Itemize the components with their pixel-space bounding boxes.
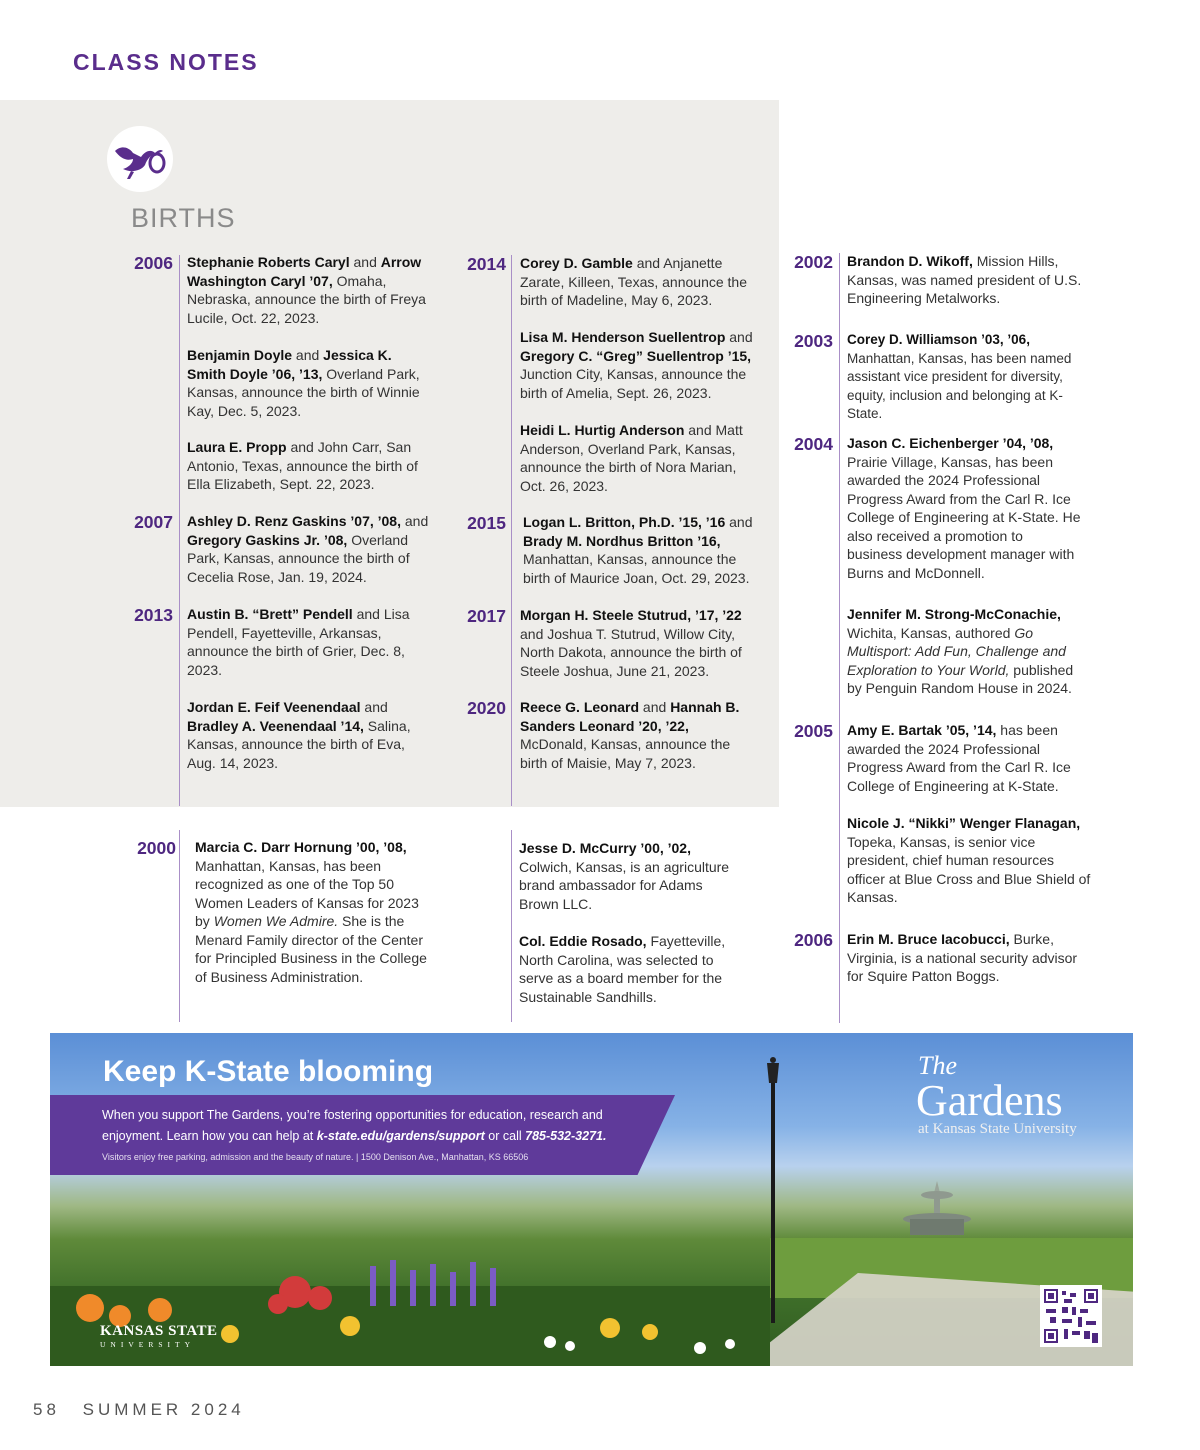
page-footer: [33, 1400, 245, 1420]
entry-name: Jesse D. McCurry ’00, ’02,: [519, 840, 691, 856]
ad-body: [102, 1105, 662, 1147]
entry-text: McDonald, Kansas, announce the birth of Maisie, May 7, 2023.: [520, 736, 731, 771]
entry-name: Gregory Gaskins Jr. ’08,: [187, 531, 348, 548]
entry-name: Gregory C. “Greg” Suellentrop ’15,: [520, 347, 752, 364]
year-label: 2004: [794, 434, 833, 454]
class-note: [519, 932, 739, 1006]
entry-name: Nicole J. “Nikki” Wenger Flanagan,: [847, 815, 1081, 831]
entry-name: Morgan H. Steele Stutrud, ’17, ’22: [520, 607, 742, 623]
entry-text: and Lisa Pendell, Fayetteville, Arkansas, announce the birth of Grier, Dec. 8, 2023.: [187, 606, 410, 678]
entry-text: Wichita, Kansas, authored: [847, 624, 1015, 641]
entry-text: Fayetteville, North Carolina, was selected to serve as a board member for the Sustainable Sandhills.: [519, 933, 726, 1005]
qr-code-icon[interactable]: [1040, 1285, 1102, 1347]
class-note: [847, 605, 1087, 698]
ad-phone-number[interactable]: 785-532-3271.: [525, 1129, 607, 1143]
column-rule-1: [179, 255, 180, 806]
gardens-logo-name: Gardens: [916, 1076, 1063, 1125]
entry-name: Arrow Washington Caryl ’07,: [187, 254, 422, 289]
ad-body-line-2: enjoyment. Learn how you can help at: [102, 1129, 317, 1143]
entry-title: Women We Admire.: [213, 913, 339, 929]
class-note: [847, 721, 1082, 795]
ad-headline: Keep K-State blooming: [103, 1055, 434, 1088]
gardens-logo-sub: at Kansas State University: [918, 1121, 1077, 1137]
birth-entry: [187, 438, 422, 494]
entry-text: and John Carr, San Antonio, Texas, announce the birth of Ella Elizabeth, Sept. 22, 2023.: [187, 439, 418, 492]
birth-entry: [187, 512, 432, 586]
entry-text: Burke, Virginia, is a national security advisor for Squire Patton Boggs.: [847, 931, 1078, 984]
birth-entry: [187, 253, 432, 327]
year-label: 2002: [794, 252, 833, 272]
entry-text: and Matt Anderson, Overland Park, Kansas, announce the birth of Nora Marian, Oct. 26, 2023.: [520, 422, 743, 494]
ad-small-print: Visitors enjoy free parking, admission and the beauty of nature. | 1500 Denison Ave., Manhattan, KS 66506: [102, 1152, 529, 1162]
year-label: 2006: [134, 253, 173, 273]
column-rule-3: [839, 253, 840, 1023]
entry-text: Junction City, Kansas, announce the birth of Amelia, Sept. 26, 2023.: [520, 366, 747, 401]
entry-text: Overland Park, Kansas, announce the birth of Winnie Kay, Dec. 5, 2023.: [187, 365, 420, 419]
birth-entry: [187, 698, 427, 772]
entry-text: Topeka, Kansas, is senior vice president, chief human resources officer at Blue Cross and Blue Shield of Kansas.: [847, 833, 1091, 905]
column-rule-5: [511, 830, 512, 1022]
stork-icon: [111, 137, 169, 181]
birth-entry: [187, 346, 432, 420]
entry-text: Salina, Kansas, announce the birth of Eva, Aug. 14, 2023.: [187, 717, 411, 771]
entry-name: Corey D. Williamson ’03, ’06,: [847, 332, 1030, 347]
entry-name: Jason C. Eichenberger ’04, ’08,: [847, 435, 1054, 451]
gardens-ad[interactable]: [50, 1033, 1133, 1366]
entry-text: Overland Park, Kansas, announce the birth of Cecelia Rose, Jan. 19, 2024.: [187, 531, 410, 585]
entry-text: and Anjanette Zarate, Killeen, Texas, announce the birth of Madeline, May 6, 2023.: [520, 255, 748, 308]
class-note: [847, 814, 1092, 907]
year-label: 2000: [137, 838, 176, 858]
entry-name: Brandon D. Wikoff,: [847, 253, 973, 269]
birth-entry: [523, 513, 763, 587]
entry-name: Austin B. “Brett” Pendell: [187, 606, 353, 622]
entry-name: Marcia C. Darr Hornung ’00, ’08,: [195, 839, 407, 855]
year-label: 2017: [467, 606, 506, 626]
entry-name: Corey D. Gamble: [520, 255, 633, 271]
year-label: 2003: [794, 331, 833, 351]
ksu-logo: [100, 1323, 218, 1349]
entry-name: Laura E. Propp: [187, 439, 287, 455]
entry-name: Jordan E. Feif Veenendaal: [187, 699, 361, 715]
birth-entry: [520, 606, 760, 680]
ad-body-mid: or call: [484, 1129, 526, 1143]
year-label: 2013: [134, 605, 173, 625]
ksu-logo-line-2: UNIVERSITY: [100, 1340, 195, 1349]
column-rule-2: [511, 255, 512, 806]
entry-text: Manhattan, Kansas, has been recognized as one of the Top 50 Women Leaders of Kansas for 2023 by: [195, 857, 419, 929]
entry-name: Logan L. Britton, Ph.D. ’15, ’16: [523, 514, 726, 530]
year-label: 2006: [794, 930, 833, 950]
entry-text: Manhattan, Kansas, has been named assistant vice president for diversity, equity, inclusion and belonging at K-State.: [847, 350, 1072, 421]
entry-name: Jennifer M. Strong-McConachie,: [847, 606, 1061, 622]
entry-name: Lisa M. Henderson Suellentrop: [520, 329, 726, 345]
entry-text: and: [725, 514, 753, 530]
entry-text: and: [401, 513, 429, 529]
births-heading: BIRTHS: [131, 203, 236, 233]
ad-support-link[interactable]: k-state.edu/gardens/support: [316, 1129, 485, 1143]
class-note: [519, 839, 739, 913]
gardens-logo: [916, 1051, 1077, 1138]
entry-name: Hannah B. Sanders Leonard ’20, ’22,: [520, 699, 740, 734]
birth-entry: [520, 328, 765, 402]
entry-name: Benjamin Doyle: [187, 347, 293, 363]
ksu-logo-line-1: KANSAS STATE: [100, 1323, 218, 1339]
entry-name: Erin M. Bruce Iacobucci,: [847, 931, 1010, 947]
class-note: [847, 252, 1092, 308]
entry-name: Amy E. Bartak ’05, ’14,: [847, 722, 997, 738]
entry-title: Go Multisport: Add Fun, Challenge and Exploration to Your World,: [847, 624, 1066, 678]
entry-text: Prairie Village, Kansas, has been awarded the 2024 Professional Progress Award from the Carl R. Ice College of Engineering at K-State. He also received a promotion to business development manager with Burns and McDonnell.: [847, 453, 1081, 581]
entry-text: Manhattan, Kansas, announce the birth of Maurice Joan, Oct. 29, 2023.: [523, 551, 750, 586]
class-note: [847, 331, 1097, 424]
entry-name: Heidi L. Hurtig Anderson: [520, 422, 685, 438]
year-label: 2014: [467, 254, 506, 274]
entry-name: Reece G. Leonard: [520, 699, 640, 715]
birth-entry: [187, 605, 422, 679]
entry-text: and: [349, 254, 381, 270]
entry-name: Col. Eddie Rosado,: [519, 933, 647, 949]
year-label: 2007: [134, 512, 173, 532]
gardens-logo-the: The: [918, 1051, 957, 1080]
entry-text: and: [292, 347, 324, 363]
class-note: [847, 434, 1082, 582]
entry-text: and: [725, 329, 753, 345]
birth-entry: [520, 421, 760, 495]
entry-name: Stephanie Roberts Caryl: [187, 254, 350, 270]
class-note: [847, 930, 1082, 986]
entry-text: and: [360, 699, 388, 715]
birth-entry: [520, 698, 745, 772]
section-title: CLASS NOTES: [73, 49, 259, 75]
year-label: 2005: [794, 721, 833, 741]
page-number: 58: [33, 1400, 60, 1419]
year-label: 2020: [467, 698, 506, 718]
birth-entry: [520, 254, 760, 310]
entry-text: published by Penguin Random House in 2024.: [847, 661, 1074, 696]
stork-badge: [107, 126, 173, 192]
entry-text: She is the Menard Family director of the Center for Principled Business in the College of Business Administration.: [195, 913, 427, 985]
entry-text: and Joshua T. Stutrud, Willow City, North Dakota, announce the birth of Steele Joshua, June 21, 2023.: [520, 625, 742, 679]
entry-text: Omaha, Nebraska, announce the birth of Freya Lucile, Oct. 22, 2023.: [187, 272, 426, 326]
entry-text: Mission Hills, Kansas, was named president of U.S. Engineering Metalworks.: [847, 253, 1082, 306]
entry-name: Jessica K. Smith Doyle ’06, ’13,: [187, 347, 392, 382]
year-label: 2015: [467, 513, 506, 533]
issue-label: SUMMER 2024: [82, 1400, 245, 1419]
entry-name: Bradley A. Veenendaal ’14,: [187, 717, 364, 734]
entry-text: and: [639, 699, 671, 715]
ad-body-line-1: When you support The Gardens, you’re fostering opportunities for education, research and: [102, 1108, 603, 1122]
column-rule-4: [179, 830, 180, 1022]
entry-text: has been awarded the 2024 Professional Progress Award from the Carl R. Ice College of Engineering at K-State.: [847, 722, 1071, 794]
entry-name: Brady M. Nordhus Britton ’16,: [523, 532, 721, 549]
entry-name: Ashley D. Renz Gaskins ’07, ’08,: [187, 513, 401, 529]
entry-text: Colwich, Kansas, is an agriculture brand ambassador for Adams Brown LLC.: [519, 858, 730, 912]
class-note: [195, 838, 435, 986]
fountain-icon: [892, 1173, 982, 1253]
